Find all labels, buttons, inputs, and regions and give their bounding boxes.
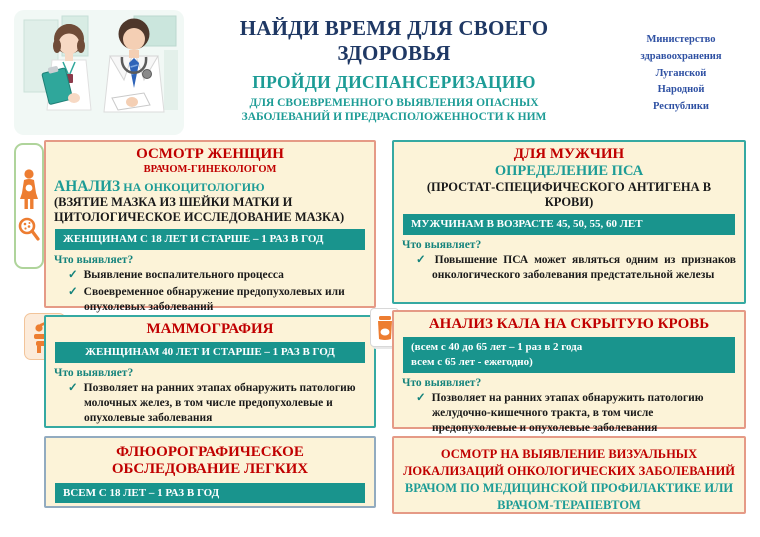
bullet-text: Позволяет на ранних этапах обнаружить патологию желудочно-кишечного тракта, в том числе предопухолевые и опухолевые заболевания — [431, 391, 704, 434]
fecal-banner-line2: всем с 65 лет - ежегодно) — [411, 356, 533, 369]
box-mammography — [44, 315, 376, 428]
box-visual-exam — [392, 436, 746, 514]
bullet-item — [402, 253, 736, 283]
box-women-exam — [44, 140, 376, 314]
ministry-line: здравоохранения — [640, 50, 722, 62]
question-label: Что выявляет? — [402, 239, 482, 252]
check-icon: ✓ — [416, 254, 429, 267]
psa-note: (ПРОСТАТ-СПЕЦИФИЧЕСКОГО АНТИГЕНА В КРОВИ) — [426, 180, 712, 210]
analysis-heading — [54, 178, 366, 196]
ministry-line: Народной — [657, 84, 705, 96]
box-fecal-title: АНАЛИЗ КАЛА НА СКРЫТУЮ КРОВЬ — [428, 316, 710, 332]
check-icon: ✓ — [68, 269, 78, 282]
mammo-age-banner: ЖЕНЩИНАМ 40 ЛЕТ И СТАРШЕ – 1 РАЗ В ГОД — [55, 342, 365, 363]
analysis-word: АНАЛИЗ — [54, 177, 121, 195]
header — [188, 16, 600, 124]
fecal-banner-line1: (всем с 40 до 65 лет – 1 раз в 2 года — [411, 341, 583, 354]
box-men-subtitle: ОПРЕДЕЛЕНИЕ ПСА — [494, 163, 644, 180]
doctors-illustration — [14, 10, 184, 135]
box-mammo-title: МАММОГРАФИЯ — [146, 321, 274, 337]
ministry-line: Луганской — [655, 67, 707, 79]
page-title: НАЙДИ ВРЕМЯ ДЛЯ СВОЕГО ЗДОРОВЬЯ — [239, 16, 549, 65]
bullet-text: Повышение ПСА может являться одним из признаков онкологического заболевания предстательной железы — [432, 254, 736, 281]
women-icons-panel — [14, 143, 44, 269]
specimen-jar-icon — [376, 315, 394, 341]
visual-text-red: ОСМОТР НА ВЫЯВЛЕНИЕ ВИЗУАЛЬНЫХ ЛОКАЛИЗАЦИЙ ОНКОЛОГИЧЕСКИХ ЗАБОЛЕВАНИЙ — [403, 447, 735, 478]
box-women-title: ОСМОТР ЖЕНЩИН — [136, 146, 284, 162]
bullet-item — [54, 268, 366, 283]
bullet-item — [402, 391, 736, 436]
question-label: Что выявляет? — [402, 376, 482, 389]
bullet-text: Позволяет на ранних этапах обнаружить патологию молочных желез, в том числе предопухолевые и опухолевые заболевания — [83, 382, 356, 424]
bullet-item — [54, 381, 366, 426]
fluoro-age-banner: ВСЕМ С 18 ЛЕТ – 1 РАЗ В ГОД — [55, 483, 365, 504]
bullet-text: Выявление воспалительного процесса — [83, 269, 284, 282]
fecal-age-banner — [403, 337, 735, 373]
woman-icon — [18, 169, 40, 211]
visual-text-teal: ВРАЧОМ ПО МЕДИЦИНСКОЙ ПРОФИЛАКТИКЕ ИЛИ ВРАЧОМ-ТЕРАПЕВТОМ — [404, 480, 734, 512]
box-fecal-blood — [392, 310, 746, 434]
ministry-line: Республики — [653, 101, 709, 113]
ministry-label — [616, 32, 746, 116]
ministry-line: Министерство — [646, 34, 716, 45]
check-icon: ✓ — [416, 391, 426, 404]
box-women-subtitle: ВРАЧОМ-ГИНЕКОЛОГОМ — [143, 164, 277, 176]
analysis-rest: НА ОНКОЦИТОЛОГИЮ — [120, 179, 265, 194]
check-icon: ✓ — [68, 286, 78, 299]
question-label: Что выявляет? — [54, 254, 134, 267]
box-men-psa — [392, 140, 746, 304]
men-age-banner: МУЖЧИНАМ В ВОЗРАСТЕ 45, 50, 55, 60 ЛЕТ — [403, 214, 735, 235]
box-fluorography — [44, 436, 376, 508]
tagline: ДЛЯ СВОЕВРЕМЕННОГО ВЫЯВЛЕНИЯ ОПАСНЫХ ЗАБОЛЕВАНИЙ И ПРЕДРАСПОЛОЖЕННОСТИ К НИМ — [241, 96, 547, 123]
question-label: Что выявляет? — [54, 367, 134, 380]
box-fluoro-title: ФЛЮОРОГРАФИЧЕСКОЕ ОБСЛЕДОВАНИЕ ЛЕГКИХ — [111, 444, 309, 478]
women-age-banner: ЖЕНЩИНАМ С 18 ЛЕТ И СТАРШЕ – 1 РАЗ В ГОД — [55, 229, 365, 250]
bullet-text: Своевременное обнаружение предопухолевых или опухолевых заболеваний — [83, 286, 345, 314]
analysis-note: (ВЗЯТИЕ МАЗКА ИЗ ШЕЙКИ МАТКИ И ЦИТОЛОГИЧЕСКОЕ ИССЛЕДОВАНИЕ МАЗКА) — [54, 195, 345, 225]
magnifier-cells-icon — [17, 217, 41, 243]
bullet-item — [54, 285, 366, 315]
doctors-illustration-svg — [14, 10, 184, 135]
check-icon: ✓ — [68, 382, 78, 395]
visual-exam-text — [402, 446, 736, 514]
box-men-title: ДЛЯ МУЖЧИН — [513, 146, 625, 162]
subtitle: ПРОЙДИ ДИСПАНСЕРИЗАЦИЮ — [252, 71, 536, 92]
